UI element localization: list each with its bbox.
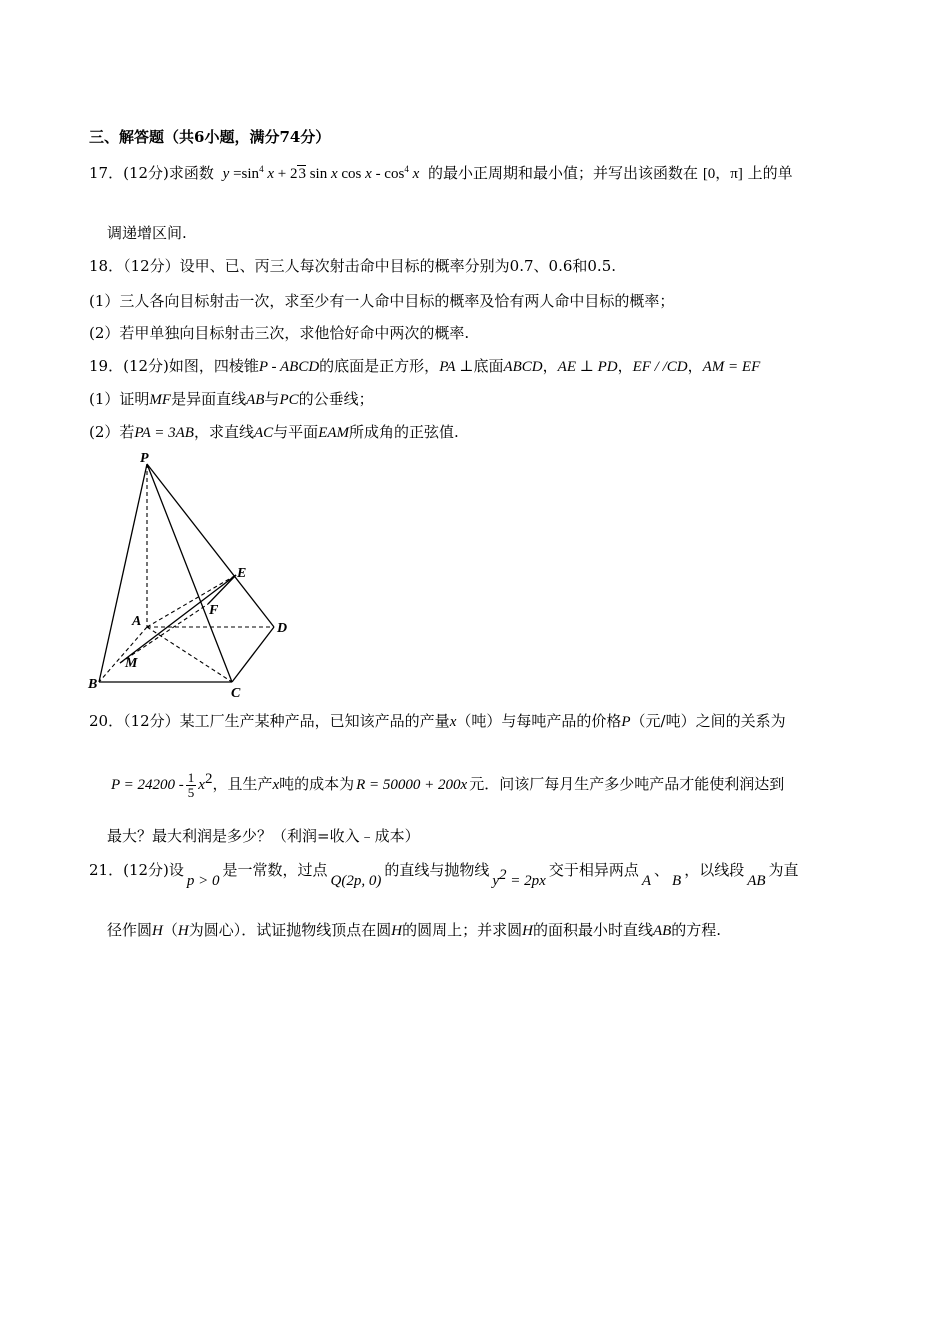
q20-t1: （吨）与每吨产品的价格	[456, 712, 622, 730]
q21-b: B	[672, 873, 682, 889]
edge-pc	[147, 464, 232, 682]
q19-ab: AB	[246, 392, 265, 408]
q19-mf: MF	[149, 392, 172, 408]
q19-abcd: ABCD	[503, 359, 543, 375]
q20-t5: 元．问该厂每月生产多少吨产品才能使利润达到	[469, 775, 785, 793]
q19-sub2-t2: 与平面	[273, 423, 319, 441]
q21-t3: 交于相异两点	[548, 861, 639, 879]
q19-pa: PA	[439, 359, 456, 375]
q20-t2: （元/吨）之间的关系为	[630, 712, 786, 730]
q21-line2-t4: 的圆周上；并求圆	[402, 921, 523, 939]
q19-cond2: EF / /CD	[632, 359, 688, 375]
q21-a: A	[641, 873, 652, 889]
section-title: 三、解答题（共6小题，满分74分）	[89, 128, 331, 146]
q17-prefix: 17．(12分)求函数	[89, 164, 214, 182]
question-20-line2: P = 24200 - $\frac{1}{5}$ $x^2$，且生产x吨的成本为 R = 50000 + 200x 元．问该厂每月生产多少吨产品才能使利润达到	[111, 769, 785, 800]
edge-cd	[232, 627, 274, 682]
q17-text1: 的最小正周期和最小值；并写出该函数在	[428, 164, 699, 182]
edge-ac	[147, 627, 232, 682]
label-c: C	[231, 686, 241, 701]
label-f: F	[209, 603, 219, 618]
q21-p-cond: p > 0	[186, 873, 220, 889]
q20-p: P	[621, 714, 631, 730]
q21-h3: H	[391, 923, 403, 939]
q19-ac: AC	[254, 425, 274, 441]
q17-formula: $y =\sin^4$ x + 23 sin x cos x - $\cos^4 x$	[222, 164, 420, 182]
question-20-line3: 最大？最大利润是多少？（利润=收入﹣成本）	[107, 827, 420, 845]
label-b: B	[88, 677, 98, 692]
pyramid-figure	[80, 448, 310, 702]
segment-mf-hidden	[120, 604, 208, 663]
q21-parabola: $y^2 = 2px$	[492, 867, 546, 889]
segment-fe	[208, 575, 236, 604]
label-d: D	[277, 621, 288, 636]
question-17-line2: 调递增区间.	[107, 224, 187, 242]
label-e: E	[237, 566, 247, 581]
q20-x2: x	[272, 777, 280, 793]
edge-ab	[99, 627, 147, 682]
q20-prefix: 20．（12分）某工厂生产某种产品，已知该产品的产量	[89, 712, 450, 730]
q19-sub1-t2: 与	[264, 390, 280, 408]
q20-formula-x: x	[198, 777, 205, 793]
q17-interval: [0，π]	[702, 166, 743, 182]
q19-sub1-t3: 的公垂线；	[298, 390, 374, 408]
q21-t4: ，以线段	[684, 861, 745, 879]
q21-h1: H	[152, 923, 163, 939]
q19-cond3: AM = EF	[702, 359, 761, 375]
q20-fraction: $\frac{1}{5}$	[187, 769, 195, 800]
q21-ab: AB	[747, 873, 766, 889]
q20-x: x	[449, 714, 457, 730]
q19-pc: PC	[279, 392, 299, 408]
q21-line2-t3: 为圆心）．试证抛物线顶点在圆	[188, 921, 392, 939]
question-17-line1	[89, 163, 793, 184]
q19-t2: 底面	[473, 357, 504, 375]
q19-sub1-t1: 是异面直线	[171, 390, 247, 408]
segment-ae	[147, 575, 236, 627]
q21-line2-t1: 径作圆	[107, 921, 153, 939]
q19-pa3ab: PA = 3AB	[134, 425, 194, 441]
question-19-line1: 19．(12分)如图，四棱锥P - ABCD的底面是正方形，PA ⊥底面ABCD，AE ⊥ PD，EF / /CD，AM = EF	[89, 357, 761, 375]
question-18-sub2: (2）若甲单独向目标射击三次，求他恰好命中两次的概率.	[89, 324, 470, 342]
q21-q-point: Q(2p, 0)	[330, 873, 382, 889]
q21-h4: H	[522, 923, 533, 939]
question-18-sub1: (1）三人各向目标射击一次，求至少有一人命中目标的概率及恰有两人命中目标的概率；	[89, 292, 675, 310]
q21-t1: 是一常数，过点	[222, 861, 328, 879]
q20-cost-formula: R = 50000 + 200x	[356, 777, 468, 793]
label-p: P	[140, 451, 149, 466]
q21-h2: H	[177, 923, 189, 939]
label-m: M	[125, 656, 138, 671]
q21-ab2: AB	[652, 923, 672, 939]
label-a: A	[132, 614, 142, 629]
q21-t2: 的直线与抛物线	[384, 861, 490, 879]
question-19-sub2	[89, 422, 459, 443]
q19-prefix: 19．(12分)如图，四棱锥	[89, 357, 259, 375]
question-18-line1: 18．（12分）设甲、已、丙三人每次射击命中目标的概率分别为0.7、0.6和0.5.	[89, 257, 617, 275]
q21-line2-t6: 的方程.	[671, 921, 722, 939]
q21-sep: 、	[654, 861, 670, 879]
q21-line2-t2: （	[162, 921, 178, 939]
question-21-line2	[107, 920, 721, 941]
q19-cond1: AE ⊥ PD	[557, 359, 618, 375]
q19-sub2-t3: 所成角的正弦值.	[349, 423, 459, 441]
q20-t3: ，且生产	[212, 775, 273, 793]
question-20-line1	[89, 711, 786, 732]
q19-t1: 的底面是正方形，	[319, 357, 440, 375]
q19-sub2-t1: ，求直线	[193, 423, 254, 441]
q21-t5: 为直	[768, 861, 799, 879]
q19-sub1-prefix: (1）证明	[89, 390, 150, 408]
question-21-line1	[89, 860, 799, 889]
q19-sub2-prefix: (2）若	[89, 423, 135, 441]
q21-prefix: 21．(12分)设	[89, 861, 184, 879]
q19-pyramid: P - ABCD	[258, 359, 320, 375]
q17-text2: 上的单	[747, 164, 793, 182]
q21-line2-t5: 的面积最小时直线	[532, 921, 653, 939]
q19-eam: EAM	[318, 425, 350, 441]
question-19-sub1	[89, 389, 374, 410]
q20-t4: 吨的成本为	[279, 775, 355, 793]
q20-formula-left: P = 24200 -	[111, 777, 184, 793]
